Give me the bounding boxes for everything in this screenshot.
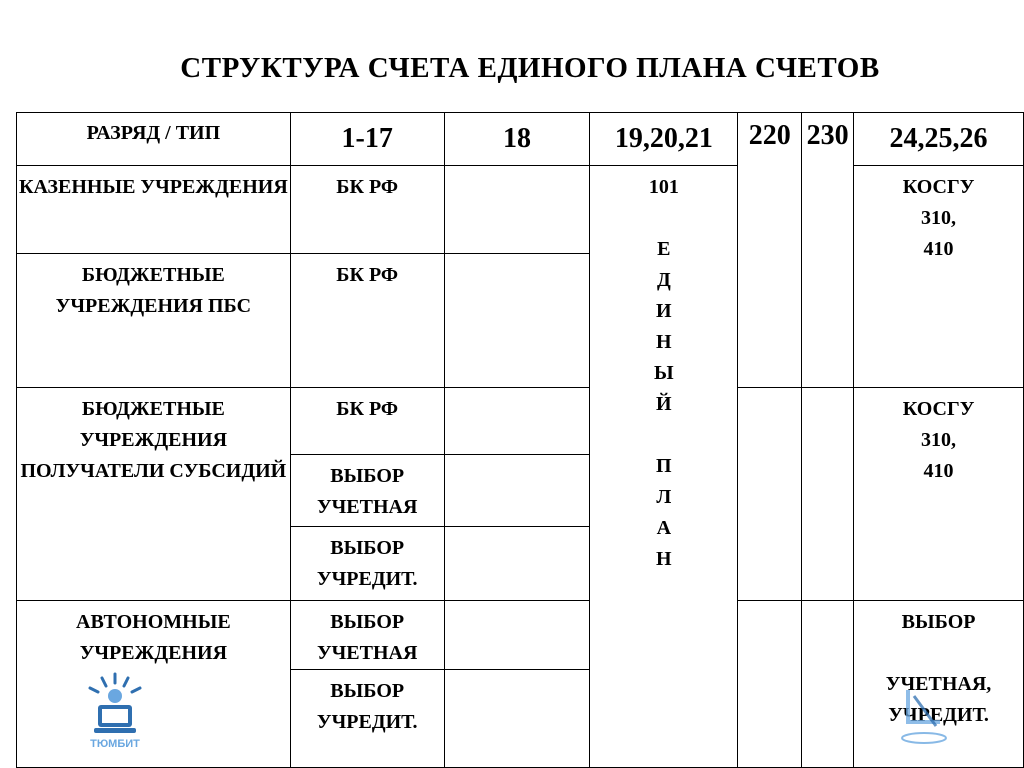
header-col-1-17: 1-17	[290, 113, 444, 166]
cell-empty-220	[738, 601, 802, 768]
computer-person-icon	[82, 672, 148, 750]
cell-choice-accounting: ВЫБОР УЧЕТНАЯ	[290, 455, 444, 527]
choice-cell: ВЫБОР УЧЕТНАЯ, УЧРЕДИТ.	[854, 601, 1024, 768]
page-title: СТРУКТУРА СЧЕТА ЕДИНОГО ПЛАНА СЧЕТОВ	[180, 52, 880, 84]
cell-bk-rf: БК РФ	[290, 388, 444, 455]
header-col-19-21: 19,20,21	[590, 113, 738, 166]
plan-letter: И	[656, 300, 672, 322]
header-col-18: 18	[444, 113, 590, 166]
plan-column	[590, 166, 738, 768]
tyumbit-logo	[82, 672, 148, 750]
cell-empty	[444, 388, 590, 455]
plan-letter: Н	[656, 331, 672, 353]
plan-letter: Й	[656, 393, 672, 415]
plan-letter: П	[656, 455, 672, 477]
cell-empty	[444, 527, 590, 601]
cell-bk-rf: БК РФ	[290, 166, 444, 254]
cell-empty	[444, 601, 590, 670]
row-label-budget-pbs: БЮДЖЕТНЫЕ УЧРЕЖДЕНИЯ ПБС	[17, 254, 291, 388]
header-type-label: РАЗРЯД / ТИП	[17, 113, 291, 166]
header-col-230: 230	[802, 113, 854, 388]
header-row	[17, 113, 1024, 166]
row-label-autonomous: АВТОНОМНЫЕ УЧРЕЖДЕНИЯ	[17, 601, 291, 768]
logo-text: ТЮМБИТ	[90, 738, 140, 750]
plan-letter: А	[656, 517, 672, 539]
table-row	[17, 166, 1024, 254]
plan-letter: Н	[656, 548, 672, 570]
cell-empty	[444, 166, 590, 254]
cell-choice-founder: ВЫБОР УЧРЕДИТ.	[290, 670, 444, 768]
row-label-budget-subsidy: БЮДЖЕТНЫЕ УЧРЕЖДЕНИЯ ПОЛУЧАТЕЛИ СУБСИДИЙ	[17, 388, 291, 601]
arrow-logo-icon	[896, 686, 952, 746]
header-col-24-26: 24,25,26	[854, 113, 1024, 166]
cell-empty	[444, 254, 590, 388]
kosgu-cell-2: КОСГУ 310, 410	[854, 388, 1024, 601]
plan-letter: Е	[657, 238, 671, 260]
plan-letter: Ы	[654, 362, 674, 384]
cell-empty	[444, 455, 590, 527]
plan-letter: Д	[656, 269, 671, 291]
cell-choice-accounting: ВЫБОР УЧЕТНАЯ	[290, 601, 444, 670]
row-label-kazennye: КАЗЕННЫЕ УЧРЕЖДЕНИЯ	[17, 166, 291, 254]
plan-letter: Л	[656, 486, 672, 508]
cell-bk-rf: БК РФ	[290, 254, 444, 388]
account-structure-table	[16, 112, 1024, 768]
arrow-logo	[896, 686, 952, 746]
table-row	[17, 388, 1024, 455]
kosgu-cell-1: КОСГУ 310, 410	[854, 166, 1024, 388]
cell-choice-founder: ВЫБОР УЧРЕДИТ.	[290, 527, 444, 601]
cell-empty-230	[802, 601, 854, 768]
table-row	[17, 601, 1024, 670]
cell-empty-220	[738, 388, 802, 601]
plan-number: 101	[648, 176, 679, 198]
cell-empty-230	[802, 388, 854, 601]
cell-empty	[444, 670, 590, 768]
header-col-220: 220	[738, 113, 802, 388]
